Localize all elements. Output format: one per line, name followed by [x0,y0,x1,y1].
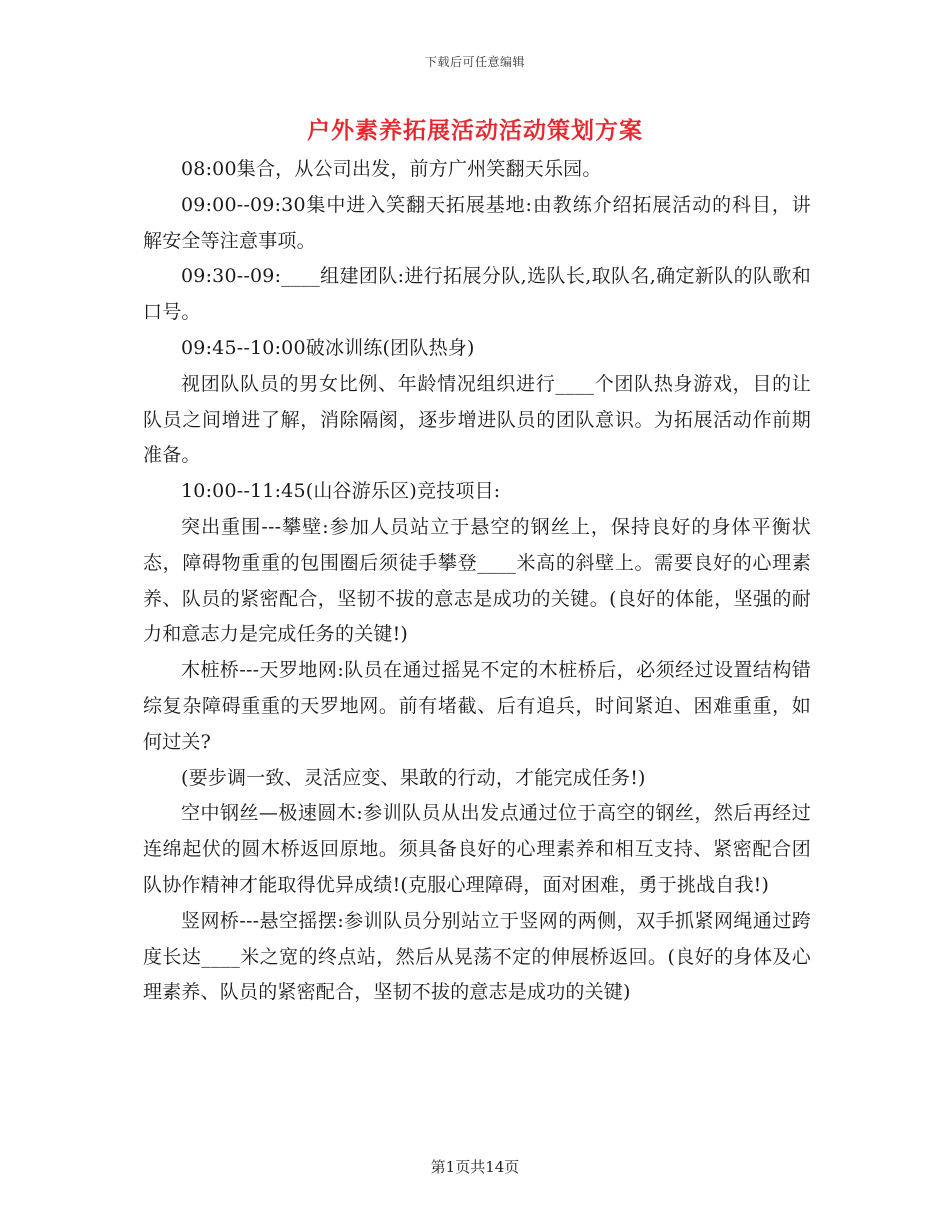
paragraph: 木桩桥---天罗地网:队员在通过摇晃不定的木桩桥后，必须经过设置结构错综复杂障碍重重的天罗地网。前有堵截、后有追兵，时间紧迫、困难重重，如何过关? [143,659,811,753]
paragraph: 08:00集合，从公司出发，前方广州笑翻天乐园。 [181,158,602,180]
paragraph: (要步调一致、灵活应变、果敢的行动，才能完成任务!) [181,766,646,789]
header-note: 下载后可任意编辑 [424,55,525,69]
paragraph: 突出重围---攀壁:参加人员站立于悬空的钢丝上，保持良好的身体平衡状态，障碍物重重的包围圈后须徒手攀登____米高的斜壁上。需要良好的心理素养、队员的紧密配合，坚韧不拔的意志是成功的关键。(良好的体能，坚强的耐力和意志力是完成任务的关键!) [143,515,811,646]
paragraph: 空中钢丝—极速圆木:参训队员从出发点通过位于高空的钢丝，然后再经过连绵起伏的圆木桥返回原地。须具备良好的心理素养和相互支持、紧密配合团队协作精神才能取得优异成绩!(克服心理障碍，面对困难，勇于挑战自我!) [143,802,811,896]
paragraph: 竖网桥---悬空摇摆:参训队员分别站立于竖网的两侧，双手抓紧网绳通过跨度长达____米之宽的终点站，然后从晃荡不定的伸展桥返回。(良好的身体及心理素养、队员的紧密配合，坚韧不拔的意志是成功的关键) [143,909,811,1004]
paragraph: 09:00--09:30集中进入笑翻天拓展基地:由教练介绍拓展活动的科目，讲解安全等注意事项。 [143,193,811,252]
paragraph: 09:30--09:____组建团队:进行拓展分队,选队长,取队名,确定新队的队歌和口号。 [143,265,811,324]
document-title: 户外素养拓展活动活动策划方案 [307,117,643,144]
paragraph: 09:45--10:00破冰训练(团队热身) [181,336,475,359]
document-body [143,152,811,1011]
paragraph: 10:00--11:45(山谷游乐区)竞技项目: [181,480,501,503]
page-number: 第1页共14页 [430,1158,520,1176]
paragraph: 视团队队员的男女比例、年龄情况组织进行____个团队热身游戏，目的让队员之间增进了解，消除隔阂，逐步增进队员的团队意识。为拓展活动作前期准备。 [143,372,811,467]
